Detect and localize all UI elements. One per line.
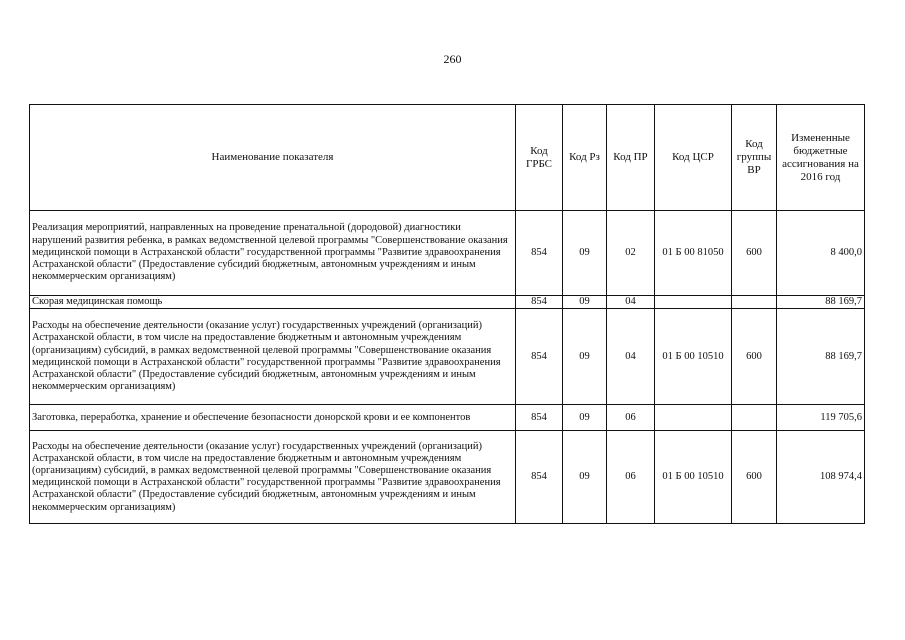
cell-csr <box>655 405 732 431</box>
cell-sum: 88 169,7 <box>777 296 865 309</box>
cell-pr: 02 <box>607 211 655 296</box>
header-sum: Измененные бюджетные ассигнования на 2016 год <box>777 105 865 211</box>
table-row <box>30 211 865 296</box>
table-row <box>30 405 865 431</box>
cell-rz: 09 <box>563 309 607 405</box>
cell-grbs: 854 <box>516 296 563 309</box>
cell-vr <box>732 296 777 309</box>
header-grbs: Код ГРБС <box>516 105 563 211</box>
cell-sum: 108 974,4 <box>777 431 865 524</box>
cell-rz: 09 <box>563 431 607 524</box>
cell-name: Реализация мероприятий, направленных на проведение пренатальной (дородовой) диагностики нарушений развития ребенка, в рамках ведомственной целевой программы "Совершенствование оказания медицинской помощи в Астраханской области" государственной программы "Развитие здравоохранения Астраханской области" (Предоставление субсидий бюджетным, автономным учреждениям и иным некоммерческим организациям) <box>30 211 516 296</box>
cell-vr: 600 <box>732 211 777 296</box>
cell-pr: 06 <box>607 431 655 524</box>
cell-name: Расходы на обеспечение деятельности (оказание услуг) государственных учреждений (организаций) Астраханской области, в том числе на предоставление бюджетным и автономным учреждениям (организациям) субсидий, в рамках ведомственной целевой программы "Совершенствование оказания медицинской помощи в Астраханской области" государственной программы "Развитие здравоохранения Астраханской области" (Предоставление субсидий бюджетным, автономным учреждениям и иным некоммерческим организациям) <box>30 309 516 405</box>
cell-sum: 119 705,6 <box>777 405 865 431</box>
cell-sum: 8 400,0 <box>777 211 865 296</box>
cell-sum: 88 169,7 <box>777 309 865 405</box>
header-name: Наименование показателя <box>30 105 516 211</box>
cell-pr: 06 <box>607 405 655 431</box>
cell-rz: 09 <box>563 211 607 296</box>
cell-grbs: 854 <box>516 431 563 524</box>
table-row <box>30 309 865 405</box>
table-row <box>30 431 865 524</box>
cell-csr: 01 Б 00 10510 <box>655 431 732 524</box>
cell-csr: 01 Б 00 10510 <box>655 309 732 405</box>
table-row <box>30 296 865 309</box>
cell-name: Заготовка, переработка, хранение и обеспечение безопасности донорской крови и ее компонентов <box>30 405 516 431</box>
cell-vr <box>732 405 777 431</box>
cell-pr: 04 <box>607 309 655 405</box>
header-vr: Код группы ВР <box>732 105 777 211</box>
cell-csr <box>655 296 732 309</box>
table-header-row <box>30 105 865 211</box>
cell-grbs: 854 <box>516 405 563 431</box>
cell-name: Расходы на обеспечение деятельности (оказание услуг) государственных учреждений (организаций) Астраханской области, в том числе на предоставление бюджетным и автономным учреждениям (организациям) субсидий, в рамках ведомственной целевой программы "Совершенствование оказания медицинской помощи в Астраханской области" государственной программы "Развитие здравоохранения Астраханской области" (Предоставление субсидий бюджетным, автономным учреждениям и иным некоммерческим организациям) <box>30 431 516 524</box>
budget-table <box>29 104 865 524</box>
header-pr: Код ПР <box>607 105 655 211</box>
cell-grbs: 854 <box>516 309 563 405</box>
page-number: 260 <box>443 52 462 66</box>
cell-rz: 09 <box>563 296 607 309</box>
header-csr: Код ЦСР <box>655 105 732 211</box>
cell-vr: 600 <box>732 309 777 405</box>
header-rz: Код Рз <box>563 105 607 211</box>
cell-name: Скорая медицинская помощь <box>30 296 516 309</box>
cell-pr: 04 <box>607 296 655 309</box>
cell-csr: 01 Б 00 81050 <box>655 211 732 296</box>
cell-grbs: 854 <box>516 211 563 296</box>
cell-vr: 600 <box>732 431 777 524</box>
cell-rz: 09 <box>563 405 607 431</box>
